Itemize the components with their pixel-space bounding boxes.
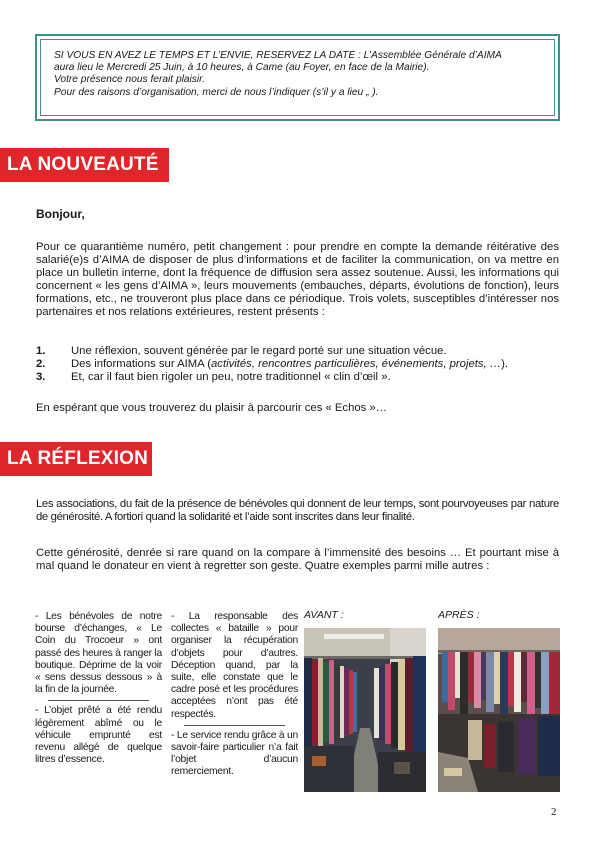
column-divider	[184, 725, 286, 726]
example-4: - Le service rendu grâce à un savoir-faire particulier n’a fait l’objet d’aucun remerciement.	[171, 729, 298, 778]
example-1: - Les bénévoles de notre bourse d’échanges, « Le Coin du Trocoeur » ont passé des heures à ranger la boutique. Déprime de la voir « sens dessus dessous » à la fin de la journée.	[35, 611, 162, 696]
photo-avant	[304, 628, 426, 792]
example-2: - L’objet prêté a été rendu légèrement abîmé ou le véhicule emprunté est revenu allégé de quelque litres d’essence.	[35, 705, 162, 766]
notice-line-2: aura lieu le Mercredi 25 Juin, à 10 heures, à Came (au Foyer, en face de la Mairie).	[54, 62, 430, 74]
list-text: Et, car il faut bien rigoler un peu, notre traditionnel « clin d’œil ».	[71, 371, 391, 383]
list-item	[36, 358, 559, 371]
list-text-wrap	[71, 358, 508, 371]
example-3: - La responsable des collectes « bataille » pour organiser la récupération d’objets pour d’autres. Déception quand, par la suite, elle constate que le cadre posé et les procédures acceptées n’ont pas été respectés.	[171, 611, 298, 720]
notice-line-1: SI VOUS EN AVEZ LE TEMPS ET L’ENVIE, RESERVEZ LA DATE : L’Assemblée Générale d’AIMA	[54, 50, 502, 61]
photo-label-apres: APRÈS :	[438, 609, 480, 621]
list-text-after: ).	[501, 358, 509, 370]
examples-column-1	[35, 611, 162, 766]
list-text: Une réflexion, souvent générée par le regard porté sur une situation vécue.	[71, 345, 447, 357]
section-banner-nouveaute: LA NOUVEAUTÉ	[0, 148, 169, 182]
section-banner-reflexion: LA RÉFLEXION	[0, 442, 152, 476]
list-item	[36, 345, 559, 358]
list-number: 2.	[36, 358, 46, 370]
notice-box	[35, 34, 560, 121]
generosity-paragraph: Cette générosité, denrée si rare quand on la compare à l’immensité des besoins … Et pourtant mise à mal quand le donateur en vient à regretter son geste. Quatre exemples parmi mille autres :	[36, 547, 559, 572]
examples-column-2	[171, 611, 298, 779]
notice-line-3: Votre présence nous ferait plaisir.	[54, 74, 206, 86]
intro-paragraph: Pour ce quarantième numéro, petit changement : pour prendre en compte la demande réitérative des salarié(e)s d’AIMA de disposer de plus d’informations et de faciliter la communication, on va mettre en place un bulletin interne, dont la fréquence de diffusion sera assez soutenue. Aussi, les informations qui concernent « les gens d’AIMA », leurs mouvements (embauches, départs, évolutions de fonction), leurs formations, etc., ne trouveront plus place dans ce périodique. Trois volets, susceptibles d’intéresser nos partenaires et nos relations extérieures, restent présents :	[36, 241, 559, 318]
list-number: 3.	[36, 371, 46, 383]
photo-label-avant: AVANT :	[304, 609, 344, 621]
greeting: Bonjour,	[36, 207, 85, 221]
list-number: 1.	[36, 345, 46, 357]
photo-apres	[438, 628, 560, 792]
list-item	[36, 371, 559, 384]
list-text: Des informations sur AIMA (	[71, 358, 212, 370]
list-text-italic: activités, rencontres particulières, événements, projets, …	[211, 358, 502, 370]
associations-paragraph: Les associations, du fait de la présence de bénévoles qui donnent de leur temps, sont pourvoyeuses par nature de générosité. A fortiori quand la solidarité et l’aide sont inscrites dans leur finalité.	[36, 498, 559, 523]
page-number: 2	[551, 806, 557, 818]
closing-paragraph: En espérant que vous trouverez du plaisir à parcourir ces « Echos »…	[36, 402, 388, 414]
column-divider	[48, 700, 150, 701]
numbered-list	[36, 345, 559, 384]
notice-inner	[40, 39, 555, 116]
notice-line-4: Pour des raisons d’organisation, merci de nous l’indiquer (s’il y a lieu „ ).	[54, 86, 379, 98]
